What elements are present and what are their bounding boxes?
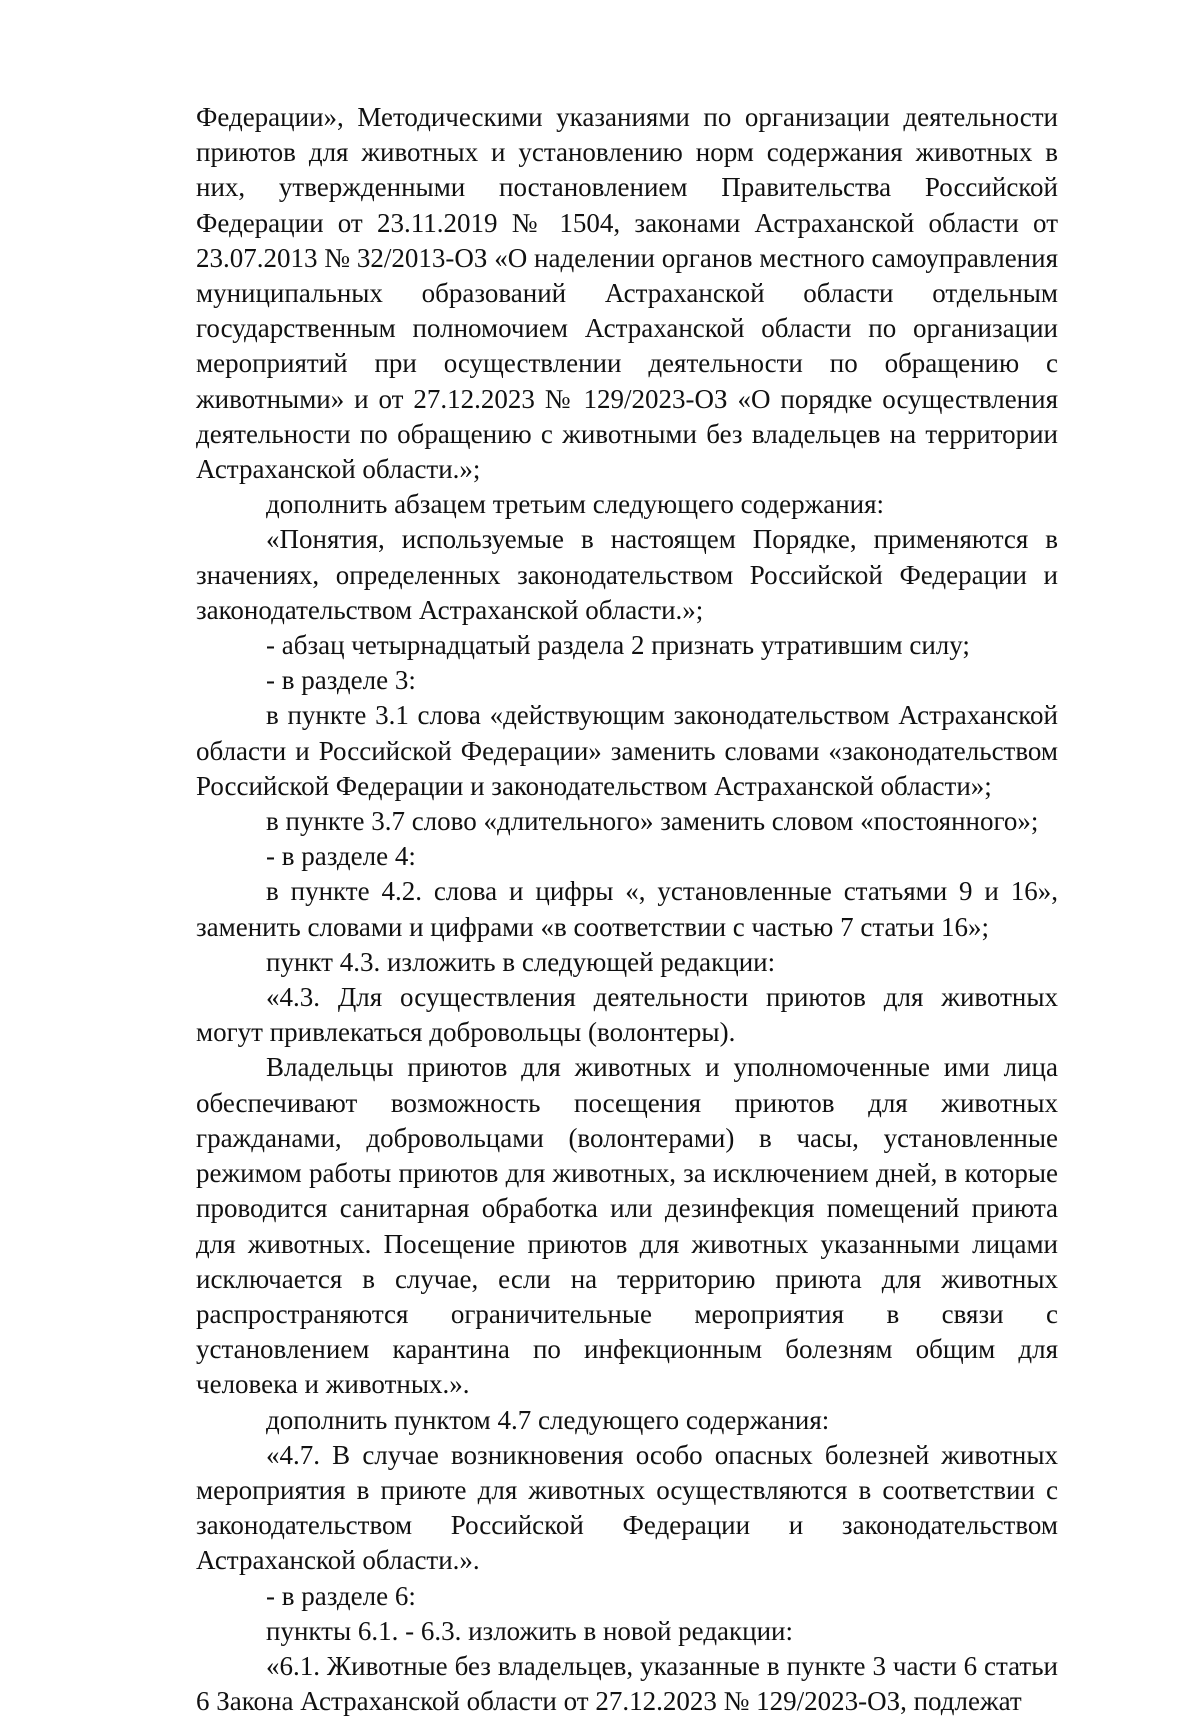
- paragraph: Владельцы приютов для животных и уполномоченные ими лица обеспечивают возможность посещения приютов для животных гражданами, добровольцами (волонтерами) в часы, установленные режимом работы приютов для животных, за исключением дней, в которые проводится санитарная обработка или дезинфекция помещений приюта для животных. Посещение приютов для животных указанными лицами исключается в случае, если на территорию приюта для животных распространяются ограничительные мероприятия в связи с установлением карантина по инфекционным болезням общим для человека и животных.».: [196, 1052, 1058, 1400]
- paragraph: дополнить абзацем третьим следующего содержания:: [266, 489, 885, 520]
- paragraph: - абзац четырнадцатый раздела 2 признать утратившим силу;: [266, 630, 970, 661]
- paragraph: пункты 6.1. - 6.3. изложить в новой редакции:: [266, 1615, 794, 1646]
- paragraph: «Понятия, используемые в настоящем Порядке, применяются в значениях, определенных законодательством Российской Федерации и законодательством Астраханской области.»;: [196, 524, 1058, 625]
- paragraph: пункт 4.3. изложить в следующей редакции:: [266, 946, 776, 977]
- paragraph: «4.3. Для осуществления деятельности приютов для животных могут привлекаться добровольцы (волонтеры).: [196, 982, 1058, 1048]
- paragraph: - в разделе 6:: [266, 1580, 416, 1611]
- paragraph: Федерации», Методическими указаниями по организации деятельности приютов для животных и установлению норм содержания животных в них, утвержденными постановлением Правительства Российской Федерации от 23.11.2019 № 1504, законами Астраханской области от 23.07.2013 № 32/2013-ОЗ «О наделении органов местного самоуправления муниципальных образований Астраханской области отдельным государственным полномочием Астраханской области по организации мероприятий при осуществлении деятельности по обращению с животными» и от 27.12.2023 № 129/2023-ОЗ «О порядке осуществления деятельности по обращению с животными без владельцев на территории Астраханской области.»;: [196, 102, 1058, 485]
- paragraph: «6.1. Животные без владельцев, указанные в пункте 3 части 6 статьи 6 Закона Астраханской области от 27.12.2023 № 129/2023-ОЗ, подлежат: [196, 1650, 1058, 1717]
- paragraph: в пункте 3.1 слова «действующим законодательством Астраханской области и Российской Федерации» заменить словами «законодательством Российской Федерации и законодательством Астраханской области»;: [196, 700, 1058, 801]
- paragraph: - в разделе 3:: [266, 665, 416, 696]
- paragraph: в пункте 3.7 слово «длительного» заменить словом «постоянного»;: [266, 806, 1039, 837]
- paragraph: дополнить пунктом 4.7 следующего содержания:: [266, 1404, 830, 1435]
- paragraph: «4.7. В случае возникновения особо опасных болезней животных мероприятия в приюте для животных осуществляются в соответствии с законодательством Российской Федерации и законодательством Астраханской области.».: [196, 1439, 1058, 1576]
- document-body: [196, 100, 1058, 1719]
- paragraph: - в разделе 4:: [266, 841, 416, 872]
- paragraph: в пункте 4.2. слова и цифры «, установленные статьями 9 и 16», заменить словами и цифрами «в соответствии с частью 7 статьи 16»;: [196, 876, 1058, 942]
